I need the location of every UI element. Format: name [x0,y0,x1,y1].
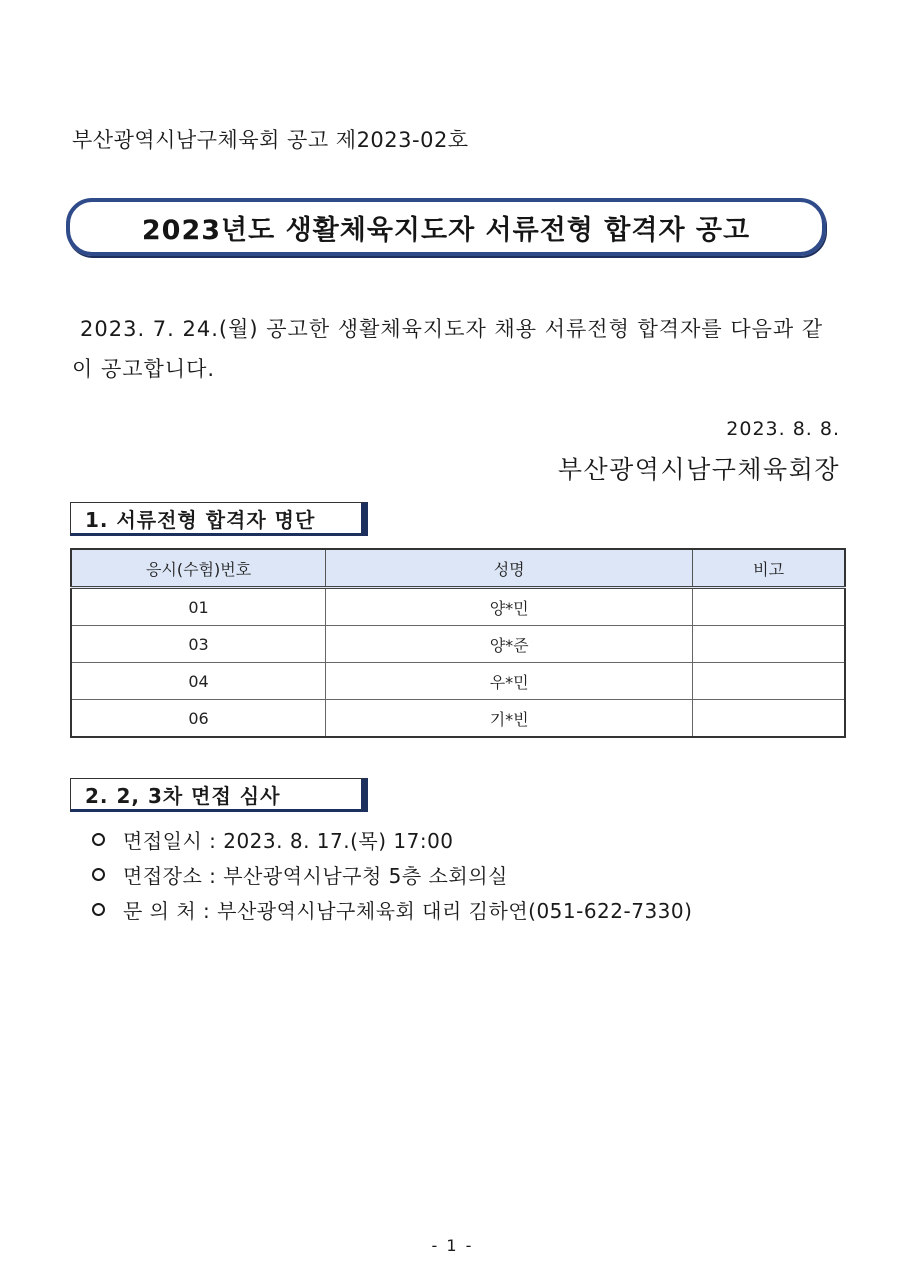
roster-table [70,548,846,738]
cell-note [693,588,845,626]
cell-note [693,700,845,738]
cell-number: 03 [71,626,326,663]
column-header-note: 비고 [693,549,845,588]
issue-date: 2023. 8. 8. [726,418,840,440]
cell-note [693,626,845,663]
cell-note [693,663,845,700]
table-row [71,663,845,700]
cell-name: 기*빈 [326,700,693,738]
list-item [92,857,692,892]
table-row [71,700,845,738]
cell-name: 양*민 [326,588,693,626]
table-row [71,626,845,663]
circle-bullet-icon [92,903,105,916]
body-text: 2023. 7. 24.(월) 공고한 생활체육지도자 채용 서류전형 합격자를 다음과 같이 공고합니다. [72,317,824,381]
cell-name: 우*민 [326,663,693,700]
notice-number: 부산광역시남구체육회 공고 제2023-02호 [72,128,469,152]
interview-location: 면접장소 : 부산광역시남구청 5층 소회의실 [123,864,508,888]
column-header-name: 성명 [326,549,693,588]
table-row [71,588,845,626]
page-number: - 1 - [431,1236,474,1255]
cell-number: 01 [71,588,326,626]
section-heading-roster: 1. 서류전형 합격자 명단 [70,502,368,536]
table-header-row [71,549,845,588]
interview-details-list [92,822,692,927]
list-item [92,892,692,927]
section-heading-interview: 2. 2, 3차 면접 심사 [70,778,368,812]
cell-name: 양*준 [326,626,693,663]
title-box [66,198,826,256]
interview-datetime: 면접일시 : 2023. 8. 17.(목) 17:00 [123,829,454,853]
list-item [92,822,692,857]
circle-bullet-icon [92,833,105,846]
contact-info: 문 의 처 : 부산광역시남구체육회 대리 김하연(051-622-7330) [123,899,693,923]
document-title: 2023년도 생활체육지도자 서류전형 합격자 공고 [141,214,751,246]
circle-bullet-icon [92,868,105,881]
issuer-name: 부산광역시남구체육회장 [557,455,840,484]
cell-number: 06 [71,700,326,738]
column-header-number: 응시(수험)번호 [71,549,326,588]
cell-number: 04 [71,663,326,700]
